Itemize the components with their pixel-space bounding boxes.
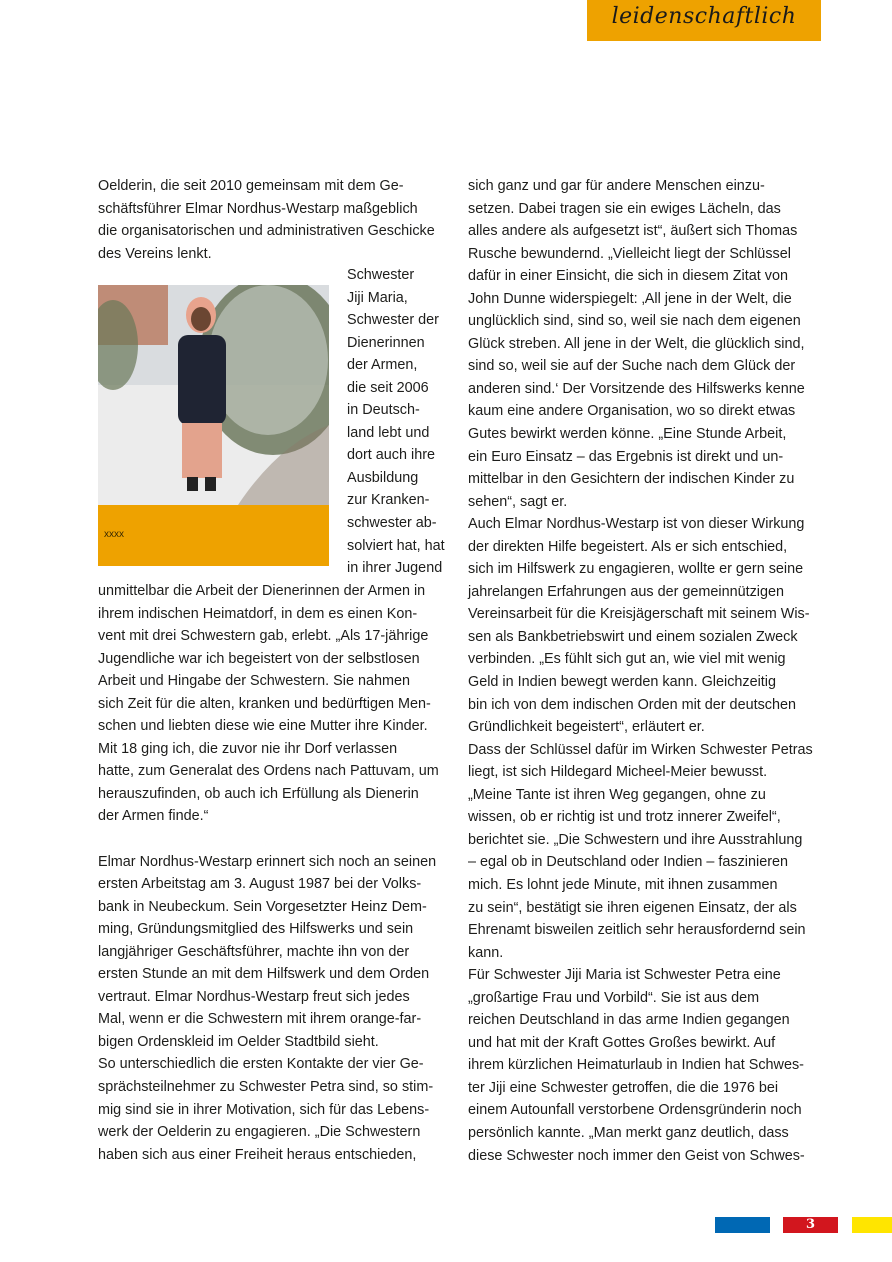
text-line: schäftsführer Elmar Nordhus-Westarp maßgeblich	[98, 200, 418, 217]
right-column	[468, 175, 824, 1167]
text-line: liegt, ist sich Hildegard Micheel-Meier bewusst.	[468, 764, 768, 781]
text-line: ter Jiji eine Schwester getroffen, die die 1976 bei	[468, 1079, 779, 1096]
text-line: Jugendliche war ich begeistert von der selbstlosen	[98, 650, 420, 667]
text-line: sind so, weil sie auf der Suche nach dem Glück der	[468, 358, 796, 375]
text-line: des Vereins lenkt.	[98, 245, 212, 262]
text-line: werk der Oelderin zu engagieren. „Die Schwestern	[98, 1124, 421, 1141]
text-line: Dass der Schlüssel dafür im Wirken Schwester Petras	[468, 741, 813, 758]
text-line: wissen, ob er richtig ist und trotz innerer Zweifel“,	[468, 809, 781, 826]
text-line: ihrem kürzlichen Heimaturlaub in Indien hat Schwes-	[468, 1057, 804, 1074]
text-line: langjähriger Geschäftsführer, machte ihn von der	[98, 943, 410, 960]
text-line: haben sich aus einer Freiheit heraus entschieden,	[98, 1146, 417, 1163]
text-line: setzen. Dabei tragen sie ein ewiges Lächeln, das	[468, 200, 781, 217]
text-line: „Meine Tante ist ihren Weg gegangen, ohne zu	[468, 786, 766, 803]
text-line: Glück streben. All jene in der Welt, die glücklich sind,	[468, 335, 805, 352]
text-line: bank in Neubeckum. Sein Vorgesetzter Heinz Dem-	[98, 898, 427, 915]
text-line: alles andere als aufgesetzt ist“, äußert sich Thomas	[468, 223, 798, 240]
text-line: Gutes bewirkt werden könne. „Eine Stunde Arbeit,	[468, 426, 787, 443]
footer-bar-blue	[715, 1217, 770, 1233]
text-line: kann.	[468, 944, 504, 961]
text-line: bin ich von dem indischen Orden mit der deutschen	[468, 696, 796, 713]
photo-illustration	[98, 285, 329, 505]
text-line: – egal ob in Deutschland oder Indien – faszinieren	[468, 854, 789, 871]
text-line: zur Kranken-	[347, 492, 430, 509]
text-line: herauszufinden, ob auch ich Erfüllung als Dienerin	[98, 785, 419, 802]
text-line: unglücklich sind, sind so, weil sie nach dem eigenen	[468, 313, 801, 330]
text-line: ihrem indischen Heimatdorf, in dem es einen Kon-	[98, 605, 418, 622]
photo-figure	[98, 285, 329, 566]
photo-caption-box	[98, 505, 329, 566]
photo-side-text	[347, 264, 445, 580]
text-line: ming, Gründungsmitglied des Hilfswerks und sein	[98, 921, 414, 938]
text-line: der Armen,	[347, 357, 418, 374]
text-line: dafür in einer Einsicht, die sich in diesem Zitat von	[468, 268, 788, 285]
text-line: der Armen finde.“	[98, 808, 209, 825]
text-line: Geld in Indien bewegt werden kann. Gleichzeitig	[468, 674, 776, 691]
text-line: der direkten Hilfe begeistert. Als er sich entschied,	[468, 538, 788, 555]
text-line: So unterschiedlich die ersten Kontakte der vier Ge-	[98, 1056, 424, 1073]
text-line: Mit 18 ging ich, die zuvor nie ihr Dorf verlassen	[98, 740, 398, 757]
text-line: verbinden. „Es fühlt sich gut an, wie viel mit wenig	[468, 651, 786, 668]
text-line: ersten Arbeitstag am 3. August 1987 bei der Volks-	[98, 876, 422, 893]
text-line: sprächsteilnehmer zu Schwester Petra sind, so stim-	[98, 1079, 434, 1096]
text-line: Ausbildung	[347, 469, 419, 486]
text-line: berichtet sie. „Die Schwestern und ihre Ausstrahlung	[468, 831, 803, 848]
text-line: mich. Es lohnt jede Minute, mit ihnen zusammen	[468, 876, 778, 893]
text-line: Mal, wenn er die Schwestern mit ihrem orange-far-	[98, 1011, 422, 1028]
text-line: jahrelangen Erfahrungen aus der gemeinnützigen	[468, 583, 785, 600]
text-line: einem Autounfall verstorbene Ordensgründerin noch	[468, 1102, 802, 1119]
text-line: sich Zeit für die alten, kranken und bedürftigen Men-	[98, 695, 431, 712]
text-line: sich ganz und gar für andere Menschen einzu-	[468, 178, 765, 194]
text-line: Rusche bewundernd. „Vielleicht liegt der Schlüssel	[468, 245, 791, 262]
text-line: Dienerinnen	[347, 334, 425, 351]
text-line: bigen Ordenskleid im Oelder Stadtbild sieht.	[98, 1033, 379, 1050]
section-tag-label: leidenschaftlich	[611, 4, 797, 29]
text-line: die organisatorischen und administrativen Geschicke	[98, 223, 435, 240]
text-line: John Dunne widerspiegelt: ‚All jene in der Welt, die	[468, 290, 792, 307]
text-line: persönlich kannte. „Man merkt ganz deutlich, dass	[468, 1124, 789, 1141]
left-column-intro	[98, 175, 454, 265]
text-line: Oelderin, die seit 2010 gemeinsam mit dem Ge-	[98, 178, 404, 194]
text-line: schwester ab-	[347, 515, 437, 532]
text-line: unmittelbar die Arbeit der Dienerinnen der Armen in	[98, 583, 426, 599]
text-line: sehen“, sagt er.	[468, 493, 568, 510]
text-line: Jiji Maria,	[347, 289, 408, 306]
left-column-body	[98, 580, 454, 1166]
text-line: ein Euro Einsatz – das Ergebnis ist direkt und un-	[468, 448, 784, 465]
section-tag	[587, 0, 821, 41]
paragraph-gap	[98, 828, 454, 851]
page-number: 3	[783, 1217, 838, 1233]
text-line: zu sein“, bestätigt sie ihren eigenen Einsatz, der als	[468, 899, 797, 916]
text-line: ersten Stunde an mit dem Hilfswerk und dem Orden	[98, 966, 430, 983]
text-line: solviert hat, hat	[347, 537, 445, 554]
text-line: in ihrer Jugend	[347, 560, 443, 577]
text-line: vent mit drei Schwestern gab, erlebt. „Als 17-jährige	[98, 628, 429, 645]
text-line: reichen Deutschland in das arme Indien gegangen	[468, 1012, 790, 1029]
text-line: und hat mit der Kraft Gottes Großes bewirkt. Auf	[468, 1034, 776, 1051]
text-line: land lebt und	[347, 424, 430, 441]
text-line: Vereinsarbeit für die Kreisjägerschaft mit seinem Wis-	[468, 606, 810, 623]
text-line: Gründlichkeit begeistert“, erläutert er.	[468, 719, 705, 736]
text-line: Schwester	[347, 267, 415, 283]
text-line: Elmar Nordhus-Westarp erinnert sich noch an seinen	[98, 853, 437, 870]
text-line: Für Schwester Jiji Maria ist Schwester Petra eine	[468, 967, 781, 984]
text-line: die seit 2006	[347, 379, 429, 396]
text-line: diese Schwester noch immer den Geist von Schwes-	[468, 1147, 805, 1164]
text-line: „großartige Frau und Vorbild“. Sie ist aus dem	[468, 989, 760, 1006]
footer-bar-yellow	[852, 1217, 892, 1233]
text-line: mittelbar in den Gesichtern der indischen Kinder zu	[468, 471, 795, 488]
text-line: vertraut. Elmar Nordhus-Westarp freut sich jedes	[98, 988, 410, 1005]
photo-jiji-maria	[98, 285, 329, 505]
text-line: Arbeit und Hingabe der Schwestern. Sie nahmen	[98, 673, 410, 690]
photo-caption: xxxx	[104, 529, 124, 540]
text-line: Schwester der	[347, 312, 439, 329]
text-line: schen und liebten diese wie eine Mutter ihre Kinder.	[98, 718, 428, 735]
text-line: Ehrenamt bisweilen zeitlich sehr herausfordernd sein	[468, 922, 806, 939]
text-line: mig sind sie in ihrer Motivation, sich für das Lebens-	[98, 1101, 430, 1118]
text-line: sen als Bankbetriebswirt und einem sozialen Zweck	[468, 628, 798, 645]
text-line: dort auch ihre	[347, 447, 435, 464]
text-line: sich im Hilfswerk zu engagieren, wollte er gern seine	[468, 561, 804, 578]
text-line: kaum eine andere Organisation, wo so direkt etwas	[468, 403, 796, 420]
text-line: Auch Elmar Nordhus-Westarp ist von dieser Wirkung	[468, 516, 805, 533]
text-line: hatte, zum Generalat des Ordens nach Pattuvam, um	[98, 763, 439, 780]
text-line: in Deutsch-	[347, 402, 420, 419]
text-line: anderen sind.‘ Der Vorsitzende des Hilfswerks kenne	[468, 380, 805, 397]
